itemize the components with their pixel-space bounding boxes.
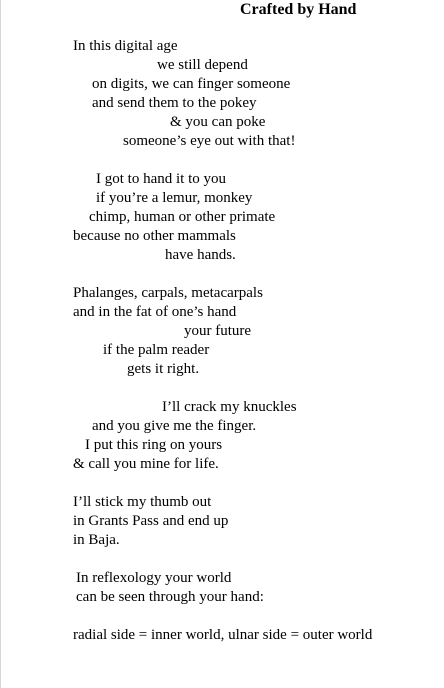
poem-line: radial side = inner world, ulnar side = outer world xyxy=(73,627,373,643)
poem-line: can be seen through your hand: xyxy=(76,589,264,605)
poem-line: in Baja. xyxy=(73,532,120,548)
stanza-4 xyxy=(0,398,444,474)
stanza-3 xyxy=(0,284,444,379)
stanza-1 xyxy=(0,37,444,151)
stanza-gap xyxy=(0,550,444,569)
stanza-6 xyxy=(0,569,444,607)
stanza-gap xyxy=(0,474,444,493)
poem-line: I’ll stick my thumb out xyxy=(73,494,212,510)
poem-line: because no other mammals xyxy=(73,228,236,244)
stanza-gap xyxy=(0,151,444,170)
poem-line: on digits, we can finger someone xyxy=(92,76,291,92)
stanza-5 xyxy=(0,493,444,550)
poem-line: I’ll crack my knuckles xyxy=(162,399,297,415)
poem-line: In this digital age xyxy=(73,38,178,54)
poem-line: I got to hand it to you xyxy=(96,171,226,187)
poem-line: & you can poke xyxy=(170,114,266,130)
poem-line: if the palm reader xyxy=(103,342,210,358)
poem-line: if you’re a lemur, monkey xyxy=(96,190,253,206)
stanza-gap xyxy=(0,379,444,398)
poem-line: chimp, human or other primate xyxy=(89,209,276,225)
poem-line: your future xyxy=(184,323,252,339)
poem-line: I put this ring on yours xyxy=(85,437,223,453)
poem-line: In reflexology your world xyxy=(76,570,232,586)
poem-line: in Grants Pass and end up xyxy=(73,513,229,529)
poem-line: and send them to the pokey xyxy=(92,95,257,111)
poem-line: & call you mine for life. xyxy=(73,456,219,472)
poem-title: Crafted by Hand xyxy=(240,1,357,18)
stanza-7 xyxy=(0,626,444,645)
poem-line: have hands. xyxy=(165,247,236,263)
stanza-gap xyxy=(0,265,444,284)
poem-line: someone’s eye out with that! xyxy=(123,133,296,149)
poem-line: and in the fat of one’s hand xyxy=(73,304,237,320)
stanza-2 xyxy=(0,170,444,265)
poem-line: gets it right. xyxy=(127,361,200,377)
poem-line: and you give me the finger. xyxy=(92,418,257,434)
poem-line: we still depend xyxy=(157,57,248,73)
poem-body xyxy=(0,37,444,645)
poem-line: Phalanges, carpals, metacarpals xyxy=(73,285,263,301)
stanza-gap xyxy=(0,607,444,626)
